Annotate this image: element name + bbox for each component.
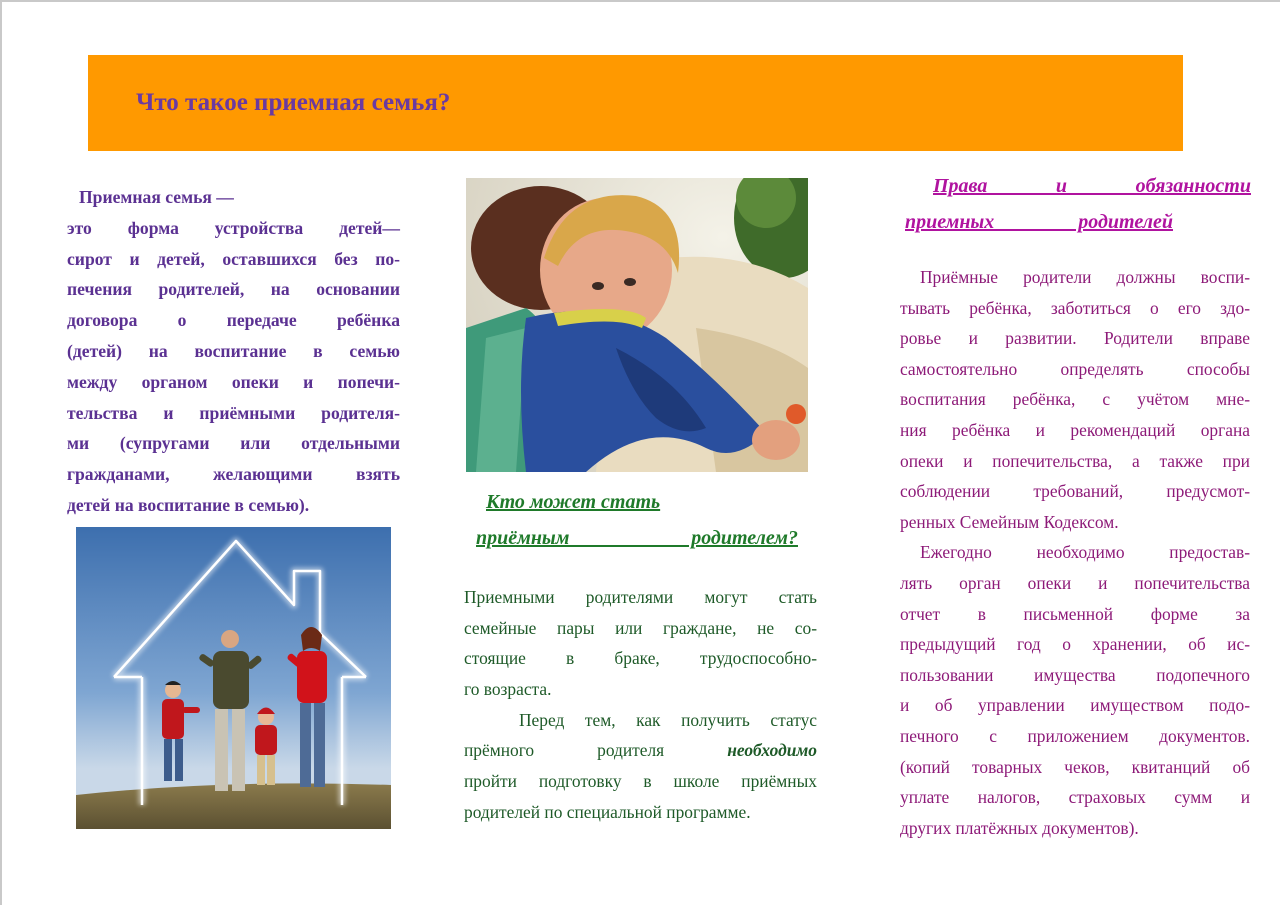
text-line: печного с приложением документов. [900, 725, 1250, 746]
text-line: детей на воспитание в семью). [67, 494, 310, 515]
text-line: Ежегодно необходимо предостав- [920, 542, 1250, 563]
text-line: печения родителей, на основании [67, 279, 400, 300]
heading-line: Кто может стать [486, 491, 661, 513]
text-line [464, 735, 817, 766]
text-line: Приемными родителями могут стать [464, 587, 817, 607]
text-fragment: прёмного родителя [464, 740, 665, 761]
page-title: Что такое приемная семья? [136, 89, 451, 116]
rights-text [900, 262, 1250, 843]
text-line: стоящие в браке, трудоспособно- [464, 648, 817, 669]
text-line: Приёмные родители должны воспи- [920, 267, 1250, 287]
text-line: (детей) на воспитание в семью [67, 340, 400, 361]
child-hug-illustration [466, 178, 808, 472]
child-hug-photo [466, 178, 808, 472]
text-line: соблюдении требований, предусмот- [900, 481, 1250, 502]
text-line: и об управлении имуществом подо- [900, 695, 1250, 716]
text-line: лять орган опеки и попечительства [900, 572, 1250, 593]
text-line: сирот и детей, оставшихся без по- [67, 248, 400, 269]
page-border-top [0, 0, 1280, 2]
text-line: пользовании имущества подопечного [900, 664, 1250, 685]
text-line: других платёжных документов). [900, 817, 1139, 838]
family-house-illustration [76, 527, 391, 829]
text-line: предыдущий год о хранении, об ис- [900, 634, 1250, 655]
text-line: Перед тем, как получить статус [519, 709, 817, 730]
emphasis-text: необходимо [727, 740, 817, 761]
text-line: тельства и приёмными родителя- [67, 402, 400, 423]
text-line: самостоятельно определять способы [900, 358, 1250, 379]
text-line: договора о передаче ребёнка [67, 310, 400, 331]
text-line: это форма устройства детей— [67, 217, 400, 238]
text-line: ровье и развитии. Родители вправе [900, 328, 1250, 349]
text-line: родителей по специальной программе. [464, 801, 751, 822]
text-line: Приемная семья — [79, 187, 234, 207]
text-line: (копий товарных чеков, квитанций об [900, 756, 1250, 777]
text-line: ренных Семейным Кодексом. [900, 511, 1119, 532]
text-line: тывать ребёнка, заботиться о его здо- [900, 297, 1250, 318]
rights-heading [905, 168, 1251, 240]
text-line: ния ребёнка и рекомендаций органа [900, 419, 1250, 440]
text-line: отчет в письменной форме за [900, 603, 1250, 624]
family-house-photo [76, 527, 391, 829]
text-line: между органом опеки и попечи- [67, 371, 400, 392]
text-line: го возраста. [464, 679, 552, 700]
header-banner [88, 55, 1183, 151]
text-line: ми (супругами или отдельными [67, 433, 400, 454]
page-border-left [0, 0, 2, 905]
text-line: воспитания ребёнка, с учётом мне- [900, 389, 1250, 410]
heading-line: приемных родителей [905, 211, 1173, 233]
text-line: уплате налогов, страховых сумм и [900, 787, 1250, 808]
who-can-heading [476, 484, 798, 556]
definition-text [67, 182, 400, 521]
text-line: семейные пары или граждане, не со- [464, 617, 817, 638]
text-line: гражданами, желающими взять [67, 464, 400, 485]
heading-line: приёмным родителем? [476, 527, 798, 549]
heading-line: Права и обязанности [933, 175, 1251, 197]
text-line: пройти подготовку в школе приёмных [464, 771, 817, 792]
who-can-text [464, 582, 817, 828]
text-line: опеки и попечительства, а также при [900, 450, 1250, 471]
